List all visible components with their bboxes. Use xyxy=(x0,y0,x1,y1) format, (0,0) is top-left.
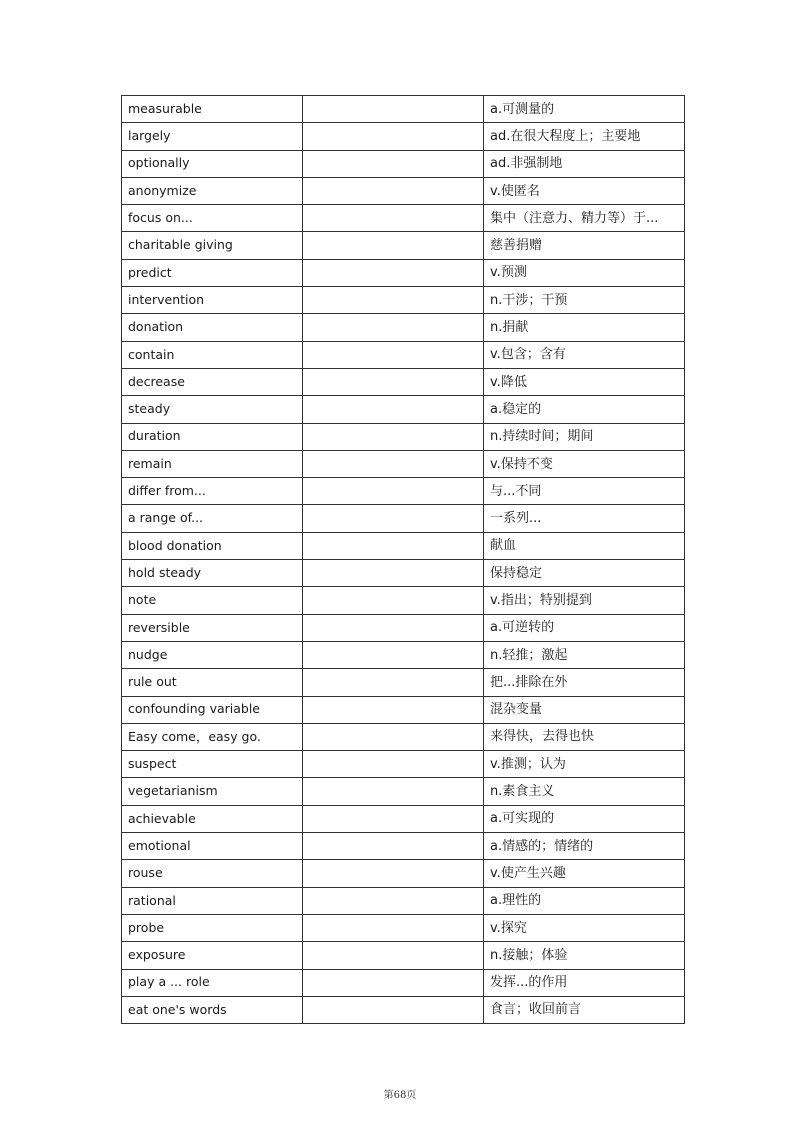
term-cell: measurable xyxy=(122,96,303,123)
blank-cell xyxy=(303,587,484,614)
table-row xyxy=(122,560,685,587)
table-row xyxy=(122,341,685,368)
page-number: 第68页 xyxy=(383,1090,417,1101)
blank-cell xyxy=(303,396,484,423)
table-row xyxy=(122,368,685,395)
table-row xyxy=(122,723,685,750)
blank-cell xyxy=(303,259,484,286)
meaning-cell: 与...不同 xyxy=(484,478,685,505)
term-cell: steady xyxy=(122,396,303,423)
term-cell: reversible xyxy=(122,614,303,641)
blank-cell xyxy=(303,123,484,150)
term-cell: exposure xyxy=(122,942,303,969)
table-row xyxy=(122,887,685,914)
term-cell: contain xyxy=(122,341,303,368)
meaning-cell: 献血 xyxy=(484,532,685,559)
meaning-cell: 一系列... xyxy=(484,505,685,532)
blank-cell xyxy=(303,833,484,860)
term-cell: anonymize xyxy=(122,177,303,204)
blank-cell xyxy=(303,177,484,204)
blank-cell xyxy=(303,914,484,941)
meaning-cell: ad.在很大程度上；主要地 xyxy=(484,123,685,150)
blank-cell xyxy=(303,778,484,805)
blank-cell xyxy=(303,614,484,641)
meaning-cell: a.可实现的 xyxy=(484,805,685,832)
term-cell: donation xyxy=(122,314,303,341)
blank-cell xyxy=(303,505,484,532)
blank-cell xyxy=(303,287,484,314)
term-cell: hold steady xyxy=(122,560,303,587)
table-row xyxy=(122,396,685,423)
table-row xyxy=(122,860,685,887)
blank-cell xyxy=(303,368,484,395)
term-cell: play a ... role xyxy=(122,969,303,996)
blank-cell xyxy=(303,532,484,559)
blank-cell xyxy=(303,942,484,969)
term-cell: optionally xyxy=(122,150,303,177)
blank-cell xyxy=(303,996,484,1023)
meaning-cell: a.可逆转的 xyxy=(484,614,685,641)
meaning-cell: v.推测；认为 xyxy=(484,751,685,778)
table-row xyxy=(122,287,685,314)
meaning-cell: a.稳定的 xyxy=(484,396,685,423)
meaning-cell: 食言；收回前言 xyxy=(484,996,685,1023)
term-cell: confounding variable xyxy=(122,696,303,723)
table-row xyxy=(122,205,685,232)
term-cell: largely xyxy=(122,123,303,150)
meaning-cell: n.持续时间；期间 xyxy=(484,423,685,450)
blank-cell xyxy=(303,860,484,887)
table-row xyxy=(122,778,685,805)
blank-cell xyxy=(303,751,484,778)
meaning-cell: 把...排除在外 xyxy=(484,669,685,696)
meaning-cell: a.情感的；情绪的 xyxy=(484,833,685,860)
blank-cell xyxy=(303,205,484,232)
table-row xyxy=(122,532,685,559)
term-cell: focus on... xyxy=(122,205,303,232)
table-row xyxy=(122,833,685,860)
vocabulary-table-body xyxy=(122,96,685,1024)
meaning-cell: a.理性的 xyxy=(484,887,685,914)
vocabulary-table xyxy=(121,95,685,1024)
table-row xyxy=(122,123,685,150)
term-cell: predict xyxy=(122,259,303,286)
table-row xyxy=(122,614,685,641)
blank-cell xyxy=(303,560,484,587)
blank-cell xyxy=(303,669,484,696)
table-row xyxy=(122,232,685,259)
meaning-cell: 保持稳定 xyxy=(484,560,685,587)
term-cell: vegetarianism xyxy=(122,778,303,805)
table-row xyxy=(122,669,685,696)
meaning-cell: v.使产生兴趣 xyxy=(484,860,685,887)
blank-cell xyxy=(303,450,484,477)
blank-cell xyxy=(303,96,484,123)
meaning-cell: ad.非强制地 xyxy=(484,150,685,177)
blank-cell xyxy=(303,314,484,341)
meaning-cell: v.探究 xyxy=(484,914,685,941)
blank-cell xyxy=(303,232,484,259)
table-row xyxy=(122,314,685,341)
term-cell: emotional xyxy=(122,833,303,860)
term-cell: rational xyxy=(122,887,303,914)
table-row xyxy=(122,450,685,477)
table-row xyxy=(122,914,685,941)
meaning-cell: 集中（注意力、精力等）于... xyxy=(484,205,685,232)
meaning-cell: 慈善捐赠 xyxy=(484,232,685,259)
term-cell: note xyxy=(122,587,303,614)
meaning-cell: v.预测 xyxy=(484,259,685,286)
term-cell: duration xyxy=(122,423,303,450)
table-row xyxy=(122,150,685,177)
meaning-cell: v.指出；特别提到 xyxy=(484,587,685,614)
term-cell: rule out xyxy=(122,669,303,696)
term-cell: a range of... xyxy=(122,505,303,532)
term-cell: remain xyxy=(122,450,303,477)
term-cell: nudge xyxy=(122,641,303,668)
meaning-cell: n.轻推；激起 xyxy=(484,641,685,668)
term-cell: Easy come，easy go. xyxy=(122,723,303,750)
meaning-cell: 来得快，去得也快 xyxy=(484,723,685,750)
term-cell: eat one's words xyxy=(122,996,303,1023)
term-cell: probe xyxy=(122,914,303,941)
table-row xyxy=(122,505,685,532)
table-row xyxy=(122,96,685,123)
term-cell: suspect xyxy=(122,751,303,778)
meaning-cell: n.接触；体验 xyxy=(484,942,685,969)
blank-cell xyxy=(303,341,484,368)
table-row xyxy=(122,751,685,778)
blank-cell xyxy=(303,696,484,723)
term-cell: decrease xyxy=(122,368,303,395)
blank-cell xyxy=(303,423,484,450)
blank-cell xyxy=(303,478,484,505)
meaning-cell: v.使匿名 xyxy=(484,177,685,204)
term-cell: charitable giving xyxy=(122,232,303,259)
meaning-cell: 发挥...的作用 xyxy=(484,969,685,996)
table-row xyxy=(122,478,685,505)
meaning-cell: n.素食主义 xyxy=(484,778,685,805)
blank-cell xyxy=(303,887,484,914)
term-cell: blood donation xyxy=(122,532,303,559)
meaning-cell: v.包含；含有 xyxy=(484,341,685,368)
table-row xyxy=(122,423,685,450)
table-row xyxy=(122,587,685,614)
meaning-cell: a.可测量的 xyxy=(484,96,685,123)
table-row xyxy=(122,942,685,969)
table-row xyxy=(122,641,685,668)
meaning-cell: 混杂变量 xyxy=(484,696,685,723)
blank-cell xyxy=(303,641,484,668)
blank-cell xyxy=(303,150,484,177)
meaning-cell: v.降低 xyxy=(484,368,685,395)
term-cell: intervention xyxy=(122,287,303,314)
meaning-cell: n.捐献 xyxy=(484,314,685,341)
table-row xyxy=(122,177,685,204)
table-row xyxy=(122,996,685,1023)
meaning-cell: v.保持不变 xyxy=(484,450,685,477)
blank-cell xyxy=(303,723,484,750)
term-cell: achievable xyxy=(122,805,303,832)
meaning-cell: n.干涉；干预 xyxy=(484,287,685,314)
table-row xyxy=(122,259,685,286)
blank-cell xyxy=(303,805,484,832)
table-row xyxy=(122,805,685,832)
term-cell: rouse xyxy=(122,860,303,887)
term-cell: differ from... xyxy=(122,478,303,505)
blank-cell xyxy=(303,969,484,996)
table-row xyxy=(122,696,685,723)
table-row xyxy=(122,969,685,996)
